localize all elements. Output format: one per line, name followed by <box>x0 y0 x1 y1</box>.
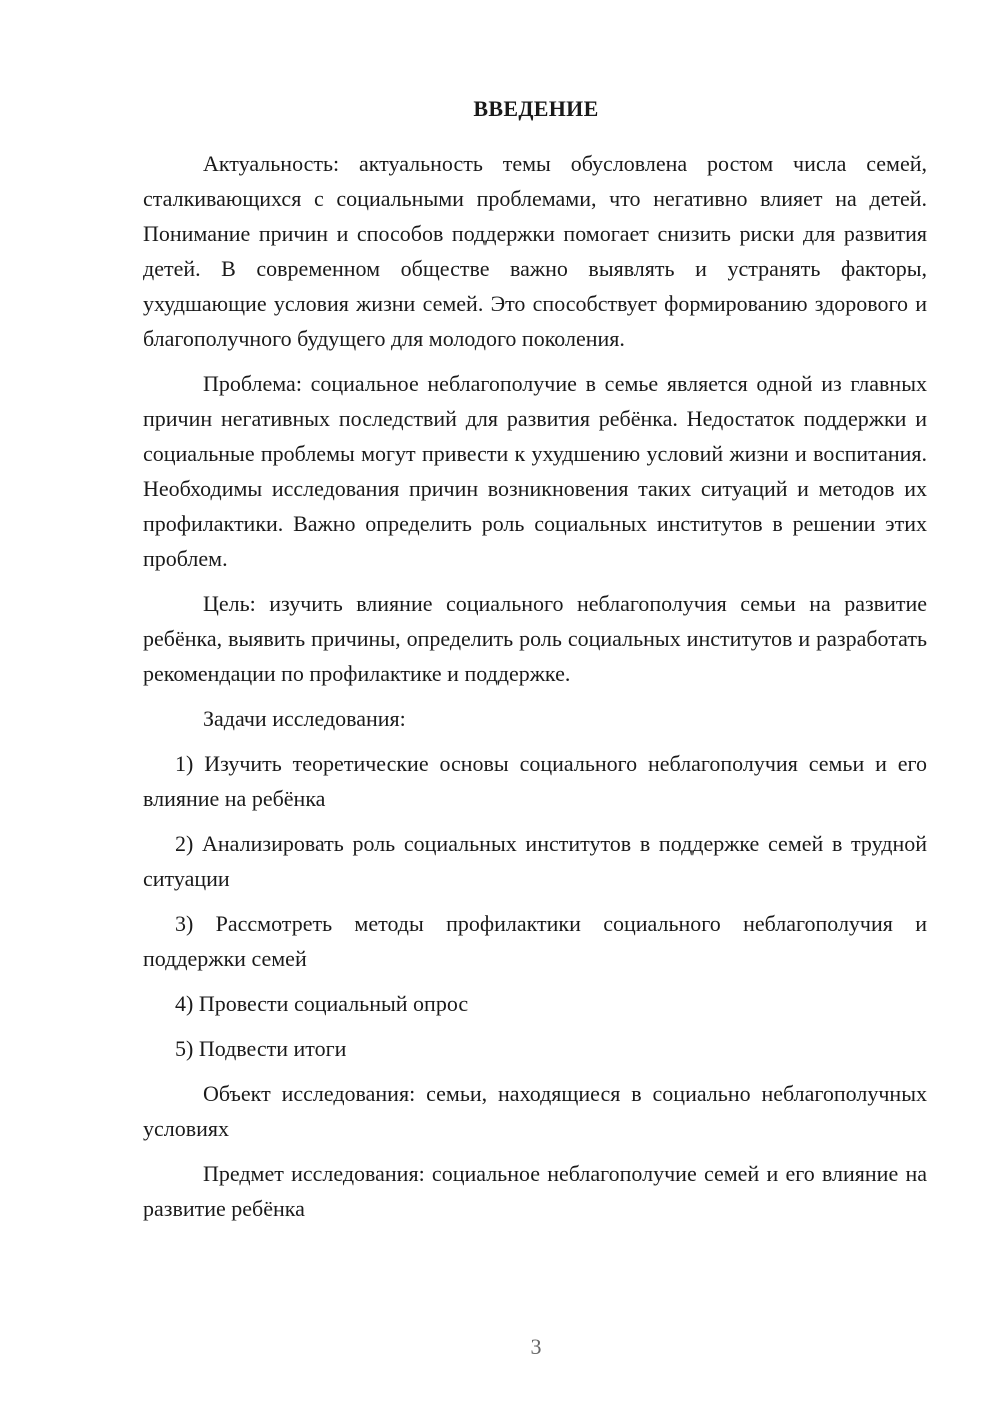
task-item-5: 5) Подвести итоги <box>175 1036 347 1061</box>
paragraph-subject: Предмет исследования: социальное неблагополучие семей и его влияние на развитие ребёнка <box>143 1161 927 1221</box>
paragraph-tasks-heading: Задачи исследования: <box>203 706 406 731</box>
page-title: ВВЕДЕНИЕ <box>473 96 599 121</box>
paragraph-problem: Проблема: социальное неблагополучие в семье является одной из главных причин негативных последствий для развития ребёнка. Недостаток поддержки и социальные проблемы могут привести к ухудшению условий жизни и воспитания. Необходимы исследования причин возникновения таких ситуаций и методов их профилактики. Важно определить роль социальных институтов в решении этих проблем. <box>143 371 927 571</box>
task-item-2: 2) Анализировать роль социальных институтов в поддержке семей в трудной ситуации <box>143 831 927 891</box>
task-item-4: 4) Провести социальный опрос <box>175 991 469 1016</box>
task-item-3: 3) Рассмотреть методы профилактики социального неблагополучия и поддержки семей <box>143 911 927 971</box>
task-item-1: 1) Изучить теоретические основы социального неблагополучия семьи и его влияние на ребёнка <box>143 751 927 811</box>
paragraph-object: Объект исследования: семьи, находящиеся в социально неблагополучных условиях <box>143 1081 927 1141</box>
page-number: 3 <box>530 1334 542 1359</box>
paragraph-goal: Цель: изучить влияние социального неблагополучия семьи на развитие ребёнка, выявить причины, определить роль социальных институтов и разработать рекомендации по профилактике и поддержке. <box>143 591 927 686</box>
document-body <box>143 146 927 1236</box>
paragraph-relevance: Актуальность: актуальность темы обусловлена ростом числа семей, сталкивающихся с социальными проблемами, что негативно влияет на детей. Понимание причин и способов поддержки помогает снизить риски для развития детей. В современном обществе важно выявлять и устранять факторы, ухудшающие условия жизни семей. Это способствует формированию здорового и благополучного будущего для молодого поколения. <box>143 151 927 351</box>
